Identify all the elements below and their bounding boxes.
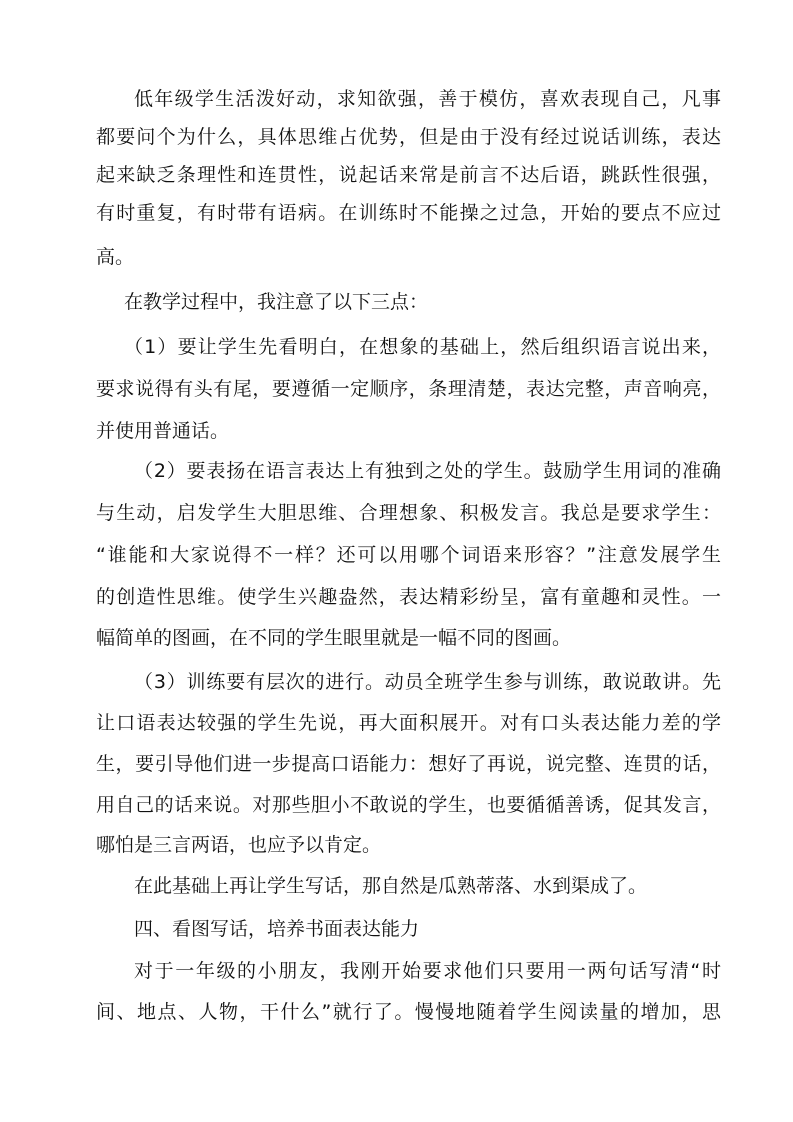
paragraph-4-line-5: 幅简单的图画，在不同的学生眼里就是一幅不同的图画。 xyxy=(96,627,572,649)
paragraph-6-line-1: 在此基础上再让学生写话，那自然是瓜熟蒂落、水到渠成了。 xyxy=(134,875,648,897)
paragraph-5-line-1: （3）训练要有层次的进行。动员全班学生参与训练，敢说敢讲。先 xyxy=(134,671,721,693)
paragraph-1-line-2: 都要问个为什么，具体思维占优势，但是由于没有经过说话训练，表达 xyxy=(96,126,721,148)
paragraph-4-line-4: 的创造性思维。使学生兴趣盎然，表达精彩纷呈，富有童趣和灵性。一 xyxy=(96,586,721,608)
paragraph-4-line-2: 与生动，启发学生大胆思维、合理想象、积极发言。我总是要求学生： xyxy=(96,502,721,524)
paragraph-1-line-4: 有时重复，有时带有语病。在训练时不能操之过急，开始的要点不应过 xyxy=(96,202,721,224)
paragraph-2-line-1: 在教学过程中，我注意了以下三点： xyxy=(124,291,429,313)
paragraph-8-line-1: 对于一年级的小朋友，我刚开始要求他们只要用一两句话写清“时 xyxy=(134,960,721,982)
paragraph-1-line-5: 高。 xyxy=(96,246,135,268)
paragraph-5-line-4: 用自己的话来说。对那些胆小不敢说的学生，也要循循善诱，促其发言， xyxy=(96,794,721,816)
paragraph-5-line-5: 哪怕是三言两语，也应予以肯定。 xyxy=(96,834,382,856)
paragraph-1-line-1: 低年级学生活泼好动，求知欲强，善于模仿，喜欢表现自己，凡事 xyxy=(134,88,721,110)
paragraph-4-line-1: （2）要表扬在语言表达上有独到之处的学生。鼓励学生用词的准确 xyxy=(134,460,721,482)
paragraph-3-line-3: 并使用普通话。 xyxy=(96,420,230,442)
paragraph-5-line-2: 让口语表达较强的学生先说，再大面积展开。对有口头表达能力差的学 xyxy=(96,712,721,734)
paragraph-4-line-3: “谁能和大家说得不一样？还可以用哪个词语来形容？”注意发展学生 xyxy=(96,544,721,566)
paragraph-1-line-3: 起来缺乏条理性和连贯性，说起话来常是前言不达后语，跳跃性很强， xyxy=(96,164,721,186)
paragraph-8-line-2: 间、地点、人物，干什么”就行了。慢慢地随着学生阅读量的增加，思 xyxy=(96,1001,721,1023)
paragraph-3-line-1: （1）要让学生先看明白，在想象的基础上，然后组织语言说出来， xyxy=(124,336,721,358)
section-heading: 四、看图写话，培养书面表达能力 xyxy=(134,918,420,940)
paragraph-5-line-3: 生，要引导他们进一步提高口语能力：想好了再说，说完整、连贯的话， xyxy=(96,753,721,775)
paragraph-3-line-2: 要求说得有头有尾，要遵循一定顺序，条理清楚，表达完整，声音响亮， xyxy=(96,378,721,400)
